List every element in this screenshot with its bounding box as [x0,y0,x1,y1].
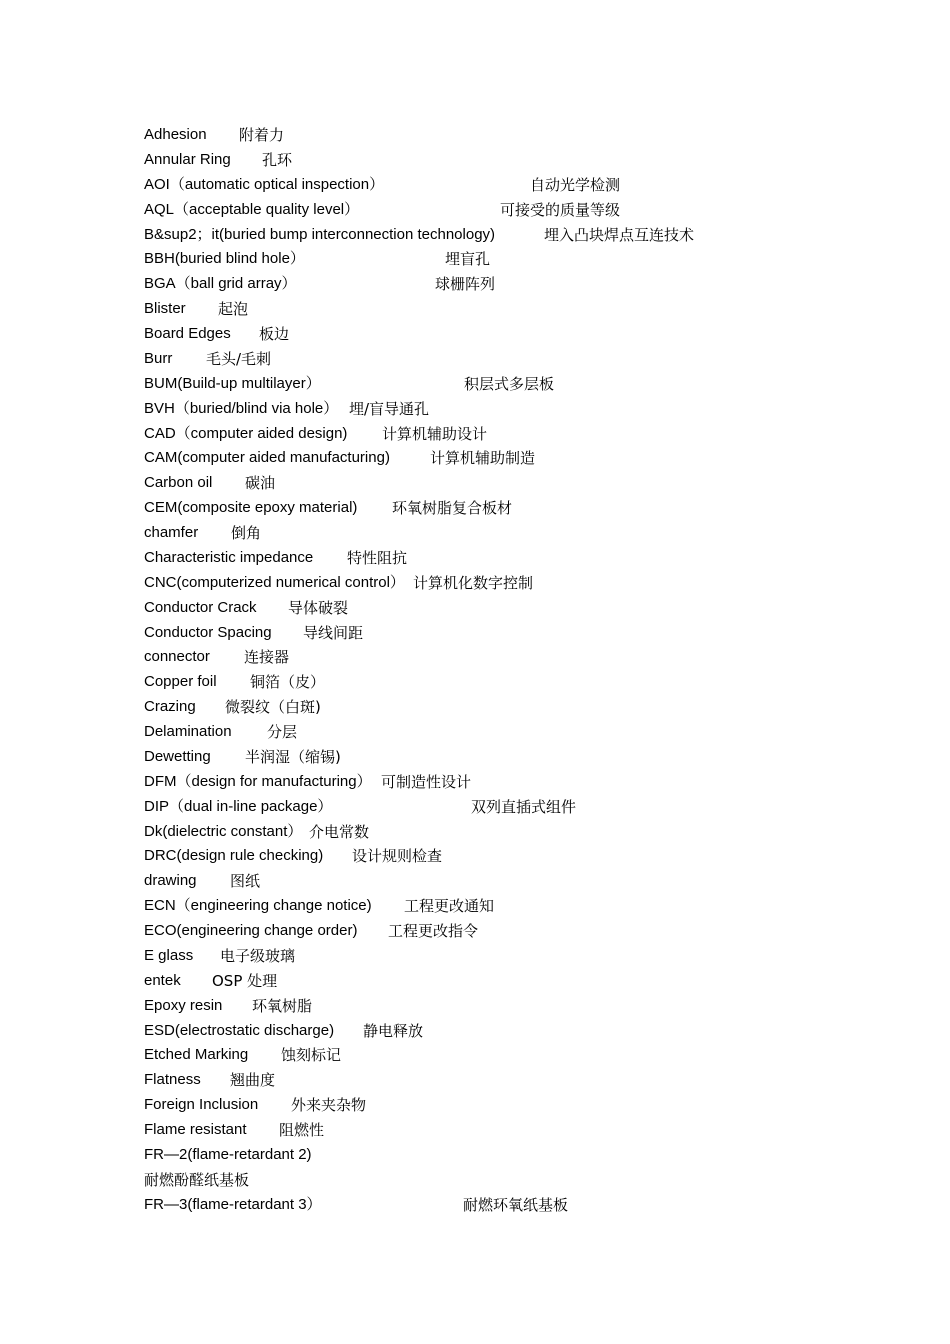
glossary-entry [144,1043,824,1068]
glossary-entry [144,844,824,869]
entry-term: ESD(electrostatic discharge) [144,1021,335,1039]
entry-translation: 图纸 [230,872,261,891]
entry-term: ECN（engineering change notice) [144,897,372,915]
glossary-entry [144,869,824,894]
glossary-entry [144,1118,824,1143]
entry-term: ECO(engineering change order) [144,922,358,939]
entry-term: BUM(Build-up multilayer） [144,374,321,392]
entry-term: BGA（ball grid array） [144,275,297,293]
entry-translation: 工程更改通知 [404,897,495,916]
entry-translation: 环氧树脂复合板材 [392,499,513,518]
entry-translation: 阻燃性 [279,1121,325,1139]
entry-translation: 设计规则检查 [352,847,443,866]
glossary-entry [144,322,824,347]
glossary-entry [144,297,824,322]
glossary-entry [144,347,824,372]
entry-translation: 铜箔（皮） [250,673,326,692]
entry-term: BBH(buried blind hole） [144,250,305,268]
entry-term: Copper foil [144,673,217,691]
glossary-entry [144,123,824,148]
entry-translation: OSP 处理 [212,971,278,990]
glossary-entry [144,521,824,546]
glossary-entry [144,745,824,770]
entry-translation: 埋盲孔 [445,250,491,269]
entry-term: Foreign Inclusion [144,1096,259,1114]
entry-term: B&sup2；it(buried bump interconnection technology) [144,225,496,243]
entry-term: Epoxy resin [144,996,223,1014]
glossary-entry [144,148,824,173]
entry-translation: 翘曲度 [230,1071,276,1090]
entry-term: DRC(design rule checking) [144,847,324,865]
entry-translation: 碳油 [245,474,276,493]
glossary-entry [144,173,824,198]
glossary-entry [144,795,824,820]
glossary-entry [144,695,824,720]
entry-term: Flatness [144,1071,201,1089]
entry-translation: 双列直插式组件 [471,797,577,816]
glossary-entry [144,1168,824,1193]
glossary-entry [144,919,824,944]
glossary-entry [144,397,824,422]
entry-translation: 埋入凸块焊点互连技术 [544,225,695,244]
glossary-entry [144,546,824,571]
entry-translation: 介电常数 [309,822,370,841]
glossary-entry [144,1068,824,1093]
glossary-entry [144,1019,824,1044]
entry-translation: 工程更改指令 [388,922,479,940]
entry-term: Crazing [144,698,196,716]
glossary-entry [144,223,824,248]
glossary-entry [144,1143,824,1168]
glossary-entry [144,1093,824,1118]
entry-term: Board Edges [144,325,231,342]
entry-term: AOI（automatic optical inspection） [144,175,385,193]
entry-translation: 计算机化数字控制 [413,573,534,592]
glossary-entry [144,372,824,397]
entry-term: FR—3(flame-retardant 3） [144,1195,322,1213]
entry-translation: 倒角 [231,524,262,542]
entry-translation: 板边 [259,325,290,343]
entry-translation: 特性阻抗 [347,548,408,567]
glossary-entry [144,571,824,596]
entry-translation: 孔环 [262,150,293,169]
entry-translation: 球栅阵列 [435,275,496,294]
entry-term: DIP（dual in-line package） [144,797,333,815]
entry-term: AQL（acceptable quality level） [144,200,360,218]
entry-term: connector [144,648,210,666]
entry-translation: 微裂纹（白斑) [225,698,321,717]
glossary-entry [144,198,824,223]
glossary-entry [144,496,824,521]
glossary-entry [144,272,824,297]
entry-term: CEM(composite epoxy material) [144,499,358,517]
glossary-entry [144,969,824,994]
entry-translation: 静电释放 [363,1021,424,1040]
entry-translation: 导体破裂 [288,598,349,617]
glossary-entry [144,720,824,745]
entry-term: Delamination [144,723,232,740]
entry-translation: 蚀刻标记 [281,1046,342,1065]
entry-term: Dewetting [144,747,211,765]
entry-translation: 计算机辅助制造 [430,449,536,468]
entry-term: Conductor Spacing [144,623,272,641]
entry-term: CAM(computer aided manufacturing) [144,449,390,467]
glossary-entry [144,1193,824,1218]
glossary-entry [144,621,824,646]
entry-translation: 埋/盲导通孔 [349,399,430,418]
entry-term: Conductor Crack [144,598,257,616]
entry-term: Characteristic impedance [144,548,314,566]
entry-translation: 电子级玻璃 [220,946,296,965]
glossary-entry [144,944,824,969]
glossary-entry [144,446,824,471]
glossary-entry [144,994,824,1019]
entry-translation: 连接器 [244,648,290,667]
entry-term: Annular Ring [144,150,231,168]
entry-term: entek [144,971,181,989]
entry-term: Blister [144,300,186,318]
glossary-entry [144,422,824,447]
entry-translation: 积层式多层板 [464,374,555,393]
glossary-entry [144,645,824,670]
entry-translation: 可接受的质量等级 [500,200,621,219]
entry-term: Flame resistant [144,1121,247,1138]
entry-term: E glass [144,946,194,964]
entry-term: Etched Marking [144,1046,249,1064]
entry-term: Carbon oil [144,474,213,492]
glossary-entry [144,820,824,845]
entry-translation: 自动光学检测 [530,175,621,194]
entry-term: drawing [144,872,197,890]
glossary-entry [144,471,824,496]
entry-term: Adhesion [144,126,207,143]
entry-term: Burr [144,349,173,367]
entry-term: DFM（design for manufacturing） [144,772,372,790]
glossary-entry [144,247,824,272]
glossary-entry [144,770,824,795]
entry-term: FR—2(flame-retardant 2) [144,1145,312,1163]
entry-translation: 外来夹杂物 [291,1096,367,1115]
entry-term: Dk(dielectric constant） [144,822,303,840]
entry-translation: 计算机辅助设计 [382,424,488,443]
entry-translation: 环氧树脂 [252,996,313,1015]
glossary-entry [144,596,824,621]
glossary-entry [144,670,824,695]
entry-translation: 耐燃酚醛纸基板 [144,1170,250,1189]
entry-translation: 耐燃环氧纸基板 [463,1195,569,1214]
entry-translation: 附着力 [239,126,285,144]
entry-translation: 起泡 [218,300,249,319]
glossary-list [144,123,824,1218]
entry-term: BVH（buried/blind via hole） [144,399,339,417]
entry-translation: 可制造性设计 [381,772,472,791]
entry-translation: 导线间距 [303,623,364,642]
entry-term: chamfer [144,524,199,541]
glossary-entry [144,894,824,919]
entry-term: CNC(computerized numerical control） [144,573,405,591]
entry-translation: 半润湿（缩锡) [245,747,341,766]
entry-term: CAD（computer aided design) [144,424,348,442]
entry-translation: 分层 [267,723,298,741]
entry-translation: 毛头/毛刺 [206,349,272,368]
